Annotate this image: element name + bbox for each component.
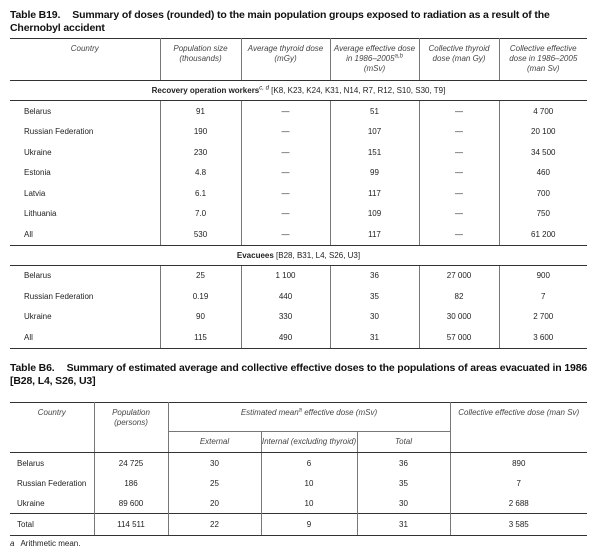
table-b19-caption xyxy=(10,9,590,35)
cell-effective: 107 xyxy=(330,122,419,143)
cell-country: Estonia xyxy=(24,168,51,178)
table-b6-header-row-1 xyxy=(10,403,587,432)
cell-collective-effective: 34 500 xyxy=(499,142,587,163)
cell-collective-effective: 700 xyxy=(499,183,587,204)
cell-external: 22 xyxy=(168,514,261,536)
cell-effective: 151 xyxy=(330,142,419,163)
table-total-row xyxy=(10,514,587,536)
cell-collective-effective: 7 xyxy=(499,286,587,307)
table-b6-caption xyxy=(10,362,590,388)
header-internal: Internal (excluding thyroid) xyxy=(261,432,357,453)
table-row xyxy=(10,224,587,245)
cell-effective: 31 xyxy=(330,327,419,348)
cell-country: Russian Federation xyxy=(24,291,94,301)
table-row xyxy=(10,183,587,204)
cell-total: 36 xyxy=(357,453,450,474)
cell-country: Total xyxy=(10,514,94,536)
cell-thyroid: — xyxy=(241,101,330,122)
cell-country: Russian Federation xyxy=(24,127,94,137)
table-row xyxy=(10,453,587,474)
cell-internal: 6 xyxy=(261,453,357,474)
cell-effective: 117 xyxy=(330,183,419,204)
cell-thyroid: 440 xyxy=(241,286,330,307)
cell-population: 230 xyxy=(160,142,241,163)
table-b19-header-row xyxy=(10,39,587,81)
header-external: External xyxy=(168,432,261,453)
header-total: Total xyxy=(357,432,450,453)
cell-thyroid: — xyxy=(241,224,330,245)
table-row xyxy=(10,163,587,184)
cell-collective-effective: 900 xyxy=(499,265,587,286)
cell-country: Lithuania xyxy=(24,209,57,219)
table-row xyxy=(10,101,587,122)
section-recovery-workers-title: Recovery operation workers xyxy=(151,86,260,95)
cell-collective-thyroid: — xyxy=(419,142,499,163)
cell-thyroid: — xyxy=(241,142,330,163)
header-effective-unit: (mSv) xyxy=(363,64,386,73)
cell-population: 90 xyxy=(160,307,241,328)
cell-country: Latvia xyxy=(24,188,46,198)
cell-effective: 36 xyxy=(330,265,419,286)
cell-population: 6.1 xyxy=(160,183,241,204)
cell-country: Belarus xyxy=(17,458,45,468)
section-header-evacuees xyxy=(10,245,587,265)
cell-country: Ukraine xyxy=(24,147,52,157)
cell-total: 35 xyxy=(357,473,450,493)
cell-thyroid: — xyxy=(241,163,330,184)
footnote-text: Arithmetic mean. xyxy=(20,539,81,548)
cell-collective-thyroid: 57 000 xyxy=(419,327,499,348)
header-collective-effective-dose: Collective effective dose in 1986–2005 (man Sv) xyxy=(499,39,587,81)
cell-collective-effective: 20 100 xyxy=(499,122,587,143)
cell-collective-effective: 2 700 xyxy=(499,307,587,328)
cell-collective-thyroid: 27 000 xyxy=(419,265,499,286)
cell-collective-thyroid: — xyxy=(419,101,499,122)
cell-collective: 2 688 xyxy=(450,493,587,514)
cell-population: 89 600 xyxy=(94,493,168,514)
section-evacuees-cell xyxy=(10,245,587,265)
section-recovery-workers-cell xyxy=(10,81,587,101)
cell-population: 25 xyxy=(160,265,241,286)
table-b19-label: Table B19. xyxy=(10,9,61,21)
header-collective-thyroid-dose: Collective thyroid dose (man Gy) xyxy=(419,39,499,81)
cell-collective-effective: 750 xyxy=(499,204,587,225)
header-country: Country xyxy=(10,403,94,453)
cell-collective-effective: 61 200 xyxy=(499,224,587,245)
cell-collective-thyroid: — xyxy=(419,204,499,225)
cell-population: 530 xyxy=(160,224,241,245)
cell-population: 114 511 xyxy=(94,514,168,536)
table-row xyxy=(10,204,587,225)
header-population-size: Population size (thousands) xyxy=(160,39,241,81)
header-collective-effective-dose: Collective effective dose (man Sv) xyxy=(450,403,587,453)
cell-country: All xyxy=(10,224,160,245)
table-row xyxy=(10,307,587,328)
table-row xyxy=(10,142,587,163)
cell-collective-thyroid: — xyxy=(419,163,499,184)
table-b6-title: Summary of estimated average and collective effective doses to the populations of areas evacuated in 1986 [B28, L4, S26, U3] xyxy=(10,362,588,387)
cell-country: Ukraine xyxy=(24,312,52,322)
cell-thyroid: — xyxy=(241,204,330,225)
cell-population: 4.8 xyxy=(160,163,241,184)
cell-effective: 51 xyxy=(330,101,419,122)
section-recovery-workers-refs: [K8, K23, K24, K31, N14, R7, R12, S10, S30, T9] xyxy=(268,86,446,95)
cell-collective-thyroid: 82 xyxy=(419,286,499,307)
cell-effective: 35 xyxy=(330,286,419,307)
header-estimated-suffix: effective dose (mSv) xyxy=(302,408,378,417)
cell-thyroid: — xyxy=(241,183,330,204)
header-effective-prefix: Average effective dose in 1986–2005 xyxy=(333,44,416,63)
header-effective-sup: a,b xyxy=(394,53,403,60)
cell-country: Belarus xyxy=(24,271,52,281)
cell-thyroid: 490 xyxy=(241,327,330,348)
cell-collective: 3 585 xyxy=(450,514,587,536)
table-b19-title: Summary of doses (rounded) to the main population groups exposed to radiation as a result of the Chernobyl accident xyxy=(10,9,550,34)
cell-internal: 10 xyxy=(261,493,357,514)
cell-collective: 7 xyxy=(450,473,587,493)
cell-thyroid: 1 100 xyxy=(241,265,330,286)
table-b6-label: Table B6. xyxy=(10,362,55,374)
cell-population: 7.0 xyxy=(160,204,241,225)
cell-collective-effective: 460 xyxy=(499,163,587,184)
cell-external: 25 xyxy=(168,473,261,493)
cell-country: All xyxy=(10,327,160,348)
cell-effective: 30 xyxy=(330,307,419,328)
table-row xyxy=(10,473,587,493)
cell-population: 190 xyxy=(160,122,241,143)
cell-internal: 10 xyxy=(261,473,357,493)
cell-external: 20 xyxy=(168,493,261,514)
cell-collective-thyroid: 30 000 xyxy=(419,307,499,328)
cell-collective-thyroid: — xyxy=(419,224,499,245)
section-recovery-workers-sup: c, d xyxy=(259,85,269,92)
cell-external: 30 xyxy=(168,453,261,474)
table-row xyxy=(10,122,587,143)
cell-effective: 99 xyxy=(330,163,419,184)
cell-country: Russian Federation xyxy=(17,478,87,488)
cell-thyroid: — xyxy=(241,122,330,143)
cell-collective: 890 xyxy=(450,453,587,474)
section-evacuees-title: Evacuees xyxy=(236,250,274,260)
table-row xyxy=(10,265,587,286)
section-header-recovery-workers xyxy=(10,81,587,101)
cell-collective-effective: 4 700 xyxy=(499,101,587,122)
cell-population: 91 xyxy=(160,101,241,122)
cell-country: Belarus xyxy=(24,106,52,116)
table-b6 xyxy=(10,402,587,536)
header-country: Country xyxy=(10,39,160,81)
header-estimated-mean-dose xyxy=(168,403,450,432)
footnote-marker: a xyxy=(10,539,15,548)
cell-population: 115 xyxy=(160,327,241,348)
header-estimated-prefix: Estimated mean xyxy=(240,408,299,417)
cell-total: 30 xyxy=(357,493,450,514)
cell-country: Ukraine xyxy=(17,498,45,508)
cell-population: 0.19 xyxy=(160,286,241,307)
header-estimated-sup: a xyxy=(298,407,302,414)
cell-collective-thyroid: — xyxy=(419,122,499,143)
header-population: Population (persons) xyxy=(94,403,168,453)
cell-internal: 9 xyxy=(261,514,357,536)
section-evacuees-refs: [B28, B31, L4, S26, U3] xyxy=(273,250,361,260)
footnote xyxy=(10,539,80,548)
cell-effective: 117 xyxy=(330,224,419,245)
header-average-effective-dose xyxy=(330,39,419,81)
cell-total: 31 xyxy=(357,514,450,536)
table-row xyxy=(10,286,587,307)
cell-population: 24 725 xyxy=(94,453,168,474)
cell-collective-thyroid: — xyxy=(419,183,499,204)
cell-thyroid: 330 xyxy=(241,307,330,328)
header-average-thyroid-dose: Average thyroid dose (mGy) xyxy=(241,39,330,81)
table-b19 xyxy=(10,38,587,349)
table-row xyxy=(10,493,587,514)
table-row xyxy=(10,327,587,348)
cell-collective-effective: 3 600 xyxy=(499,327,587,348)
cell-population: 186 xyxy=(94,473,168,493)
cell-effective: 109 xyxy=(330,204,419,225)
